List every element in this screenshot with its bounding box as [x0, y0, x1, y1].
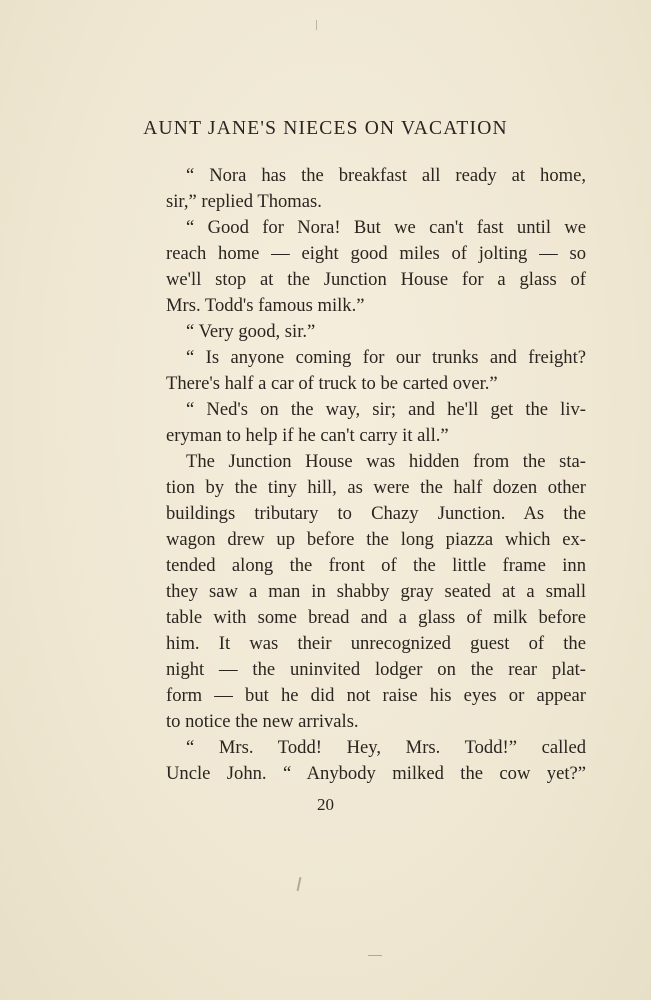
- text-line: form — but he did not raise his eyes or appear: [166, 685, 586, 706]
- body-text: [166, 163, 586, 787]
- text-line: buildings tributary to Chazy Junction. As the: [166, 503, 586, 524]
- running-head: AUNT JANE'S NIECES ON VACATION: [143, 118, 508, 139]
- text-line: tended along the front of the little frame inn: [166, 555, 586, 576]
- text-line: tion by the tiny hill, as were the half dozen other: [166, 477, 586, 498]
- text-line: table with some bread and a glass of milk before: [166, 607, 586, 628]
- text-line: Mrs. Todd's famous milk.”: [166, 295, 365, 316]
- text-line: “ Nora has the breakfast all ready at home,: [186, 165, 586, 186]
- text-line: night — the uninvited lodger on the rear plat-: [166, 659, 586, 680]
- text-line: eryman to help if he can't carry it all.”: [166, 425, 449, 446]
- text-line: sir,” replied Thomas.: [166, 191, 322, 212]
- text-line: to notice the new arrivals.: [166, 711, 359, 732]
- text-line: There's half a car of truck to be carted over.”: [166, 373, 498, 394]
- text-line: “ Mrs. Todd! Hey, Mrs. Todd!” called: [186, 737, 586, 758]
- paper-mark: [368, 955, 382, 956]
- text-line: “ Is anyone coming for our trunks and freight?: [186, 347, 586, 368]
- page-number: 20: [317, 795, 334, 814]
- text-line: “ Ned's on the way, sir; and he'll get the liv-: [186, 399, 586, 420]
- text-line: they saw a man in shabby gray seated at a small: [166, 581, 586, 602]
- text-line: we'll stop at the Junction House for a glass of: [166, 269, 586, 290]
- paper-mark: [316, 20, 317, 30]
- text-line: wagon drew up before the long piazza which ex-: [166, 529, 586, 550]
- text-line: Uncle John. “ Anybody milked the cow yet?”: [166, 763, 586, 784]
- text-line: The Junction House was hidden from the sta-: [186, 451, 586, 472]
- text-line: “ Good for Nora! But we can't fast until we: [186, 217, 586, 238]
- text-line: him. It was their unrecognized guest of the: [166, 633, 586, 654]
- text-line: “ Very good, sir.”: [186, 321, 316, 342]
- paper-mark: [297, 877, 301, 891]
- text-line: reach home — eight good miles of jolting — so: [166, 243, 586, 264]
